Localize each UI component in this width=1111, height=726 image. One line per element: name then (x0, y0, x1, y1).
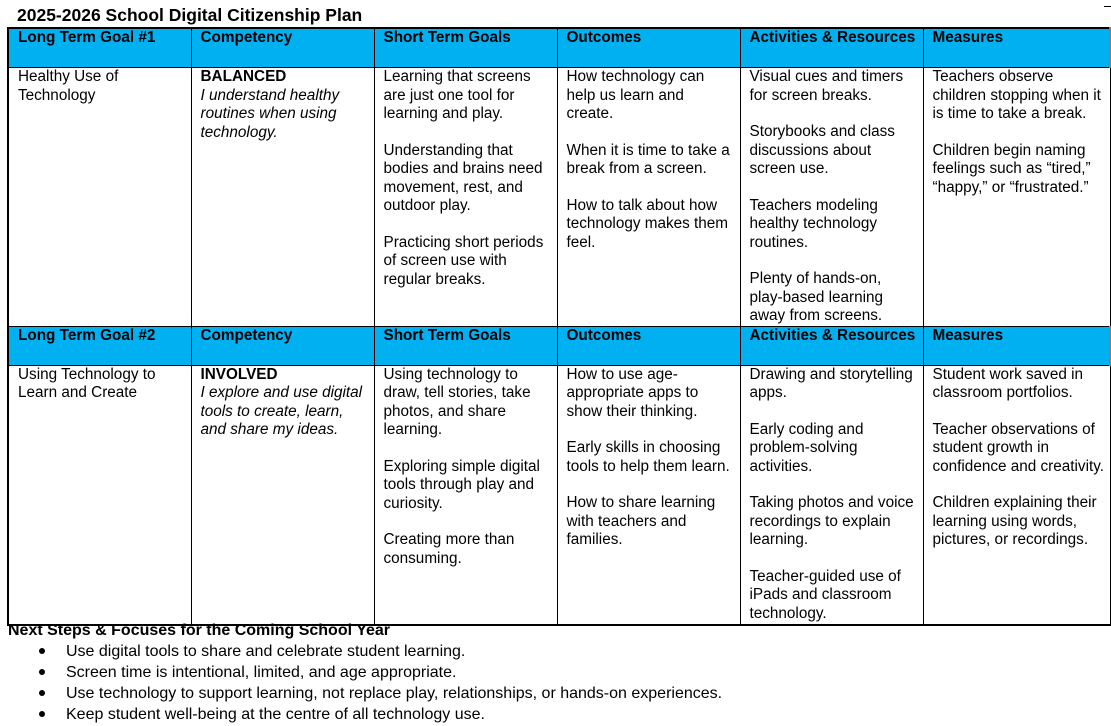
next-steps-list (8, 641, 1008, 725)
competency-name: BALANCED (200, 68, 287, 85)
header-activities-resources: Activities & Resources (740, 28, 923, 68)
digital-citizenship-plan-table (7, 27, 1111, 626)
next-steps-item-text: Screen time is intentional, limited, and age appropriate. (66, 664, 457, 681)
next-steps-section (8, 621, 1008, 725)
short-term-goal-item: Learning that screens are just one tool for learning and play. (383, 68, 531, 122)
activity-item: Drawing and storytelling apps. (749, 365, 913, 401)
header-outcomes: Outcomes (557, 28, 740, 68)
activity-item: Teachers modeling healthy technology routines. (749, 196, 878, 251)
header-long-term-goal: Long Term Goal #2 (8, 326, 191, 365)
outcomes-cell (557, 365, 740, 625)
short-term-goals-cell (374, 68, 557, 327)
measures-cell (923, 365, 1111, 625)
outcome-item: How to talk about how technology makes them feel. (566, 196, 729, 251)
outcomes-cell (557, 68, 740, 327)
bullet-icon (39, 711, 45, 717)
header-activities-resources: Activities & Resources (740, 326, 923, 365)
header-short-term-goals: Short Term Goals (374, 28, 557, 68)
activities-resources-cell (740, 68, 923, 327)
header-outcomes: Outcomes (557, 326, 740, 365)
goal-2-header-row (8, 326, 1111, 365)
bullet-icon (39, 648, 45, 654)
outcome-item: How to share learning with teachers and families. (566, 494, 716, 548)
activity-item: Early coding and problem-solving activities. (749, 420, 864, 475)
activity-item: Storybooks and class discussions about screen use. (749, 123, 895, 177)
next-steps-item-text: Use technology to support learning, not replace play, relationships, or hands-on experiences. (66, 685, 723, 702)
short-term-goal-item: Creating more than consuming. (383, 531, 515, 567)
measure-item: Children begin naming feelings such as “tired,” “happy,” or “frustrated.” (932, 141, 1091, 196)
measure-item: Teachers observe children stopping when it is time to take a break. (932, 68, 1101, 122)
goal-1-content-row (8, 68, 1111, 327)
document-title: 2025-2026 School Digital Citizenship Plan (17, 5, 363, 25)
competency-cell (191, 365, 374, 625)
next-steps-item (8, 704, 1008, 725)
next-steps-item-text: Use digital tools to share and celebrate student learning. (66, 643, 466, 660)
bullet-icon (39, 669, 45, 675)
long-term-goal-text: Healthy Use of Technology (18, 68, 119, 104)
header-short-term-goals: Short Term Goals (374, 326, 557, 365)
goal-2-content-row (8, 365, 1111, 625)
outcome-item: How to use age-appropriate apps to show their thinking. (566, 365, 699, 420)
next-steps-item (8, 683, 1008, 704)
next-steps-heading: Next Steps & Focuses for the Coming School Year (8, 622, 391, 639)
long-term-goal-cell (8, 365, 191, 625)
measures-cell (923, 68, 1111, 327)
outcome-item: When it is time to take a break from a screen. (566, 141, 730, 177)
competency-description: I explore and use digital tools to create, learn, and share my ideas. (200, 384, 363, 438)
short-term-goal-item: Using technology to draw, tell stories, take photos, and share learning. (383, 365, 531, 438)
measure-item: Student work saved in classroom portfolios. (932, 365, 1084, 401)
long-term-goal-text: Using Technology to Learn and Create (18, 365, 156, 401)
header-competency: Competency (191, 326, 374, 365)
next-steps-item-text: Keep student well-being at the centre of all technology use. (66, 706, 485, 723)
page-edge-mark (1104, 6, 1111, 7)
long-term-goal-cell (8, 68, 191, 327)
short-term-goal-item: Exploring simple digital tools through play and curiosity. (383, 457, 540, 512)
outcome-item: How technology can help us learn and create. (566, 68, 705, 122)
activity-item: Teacher-guided use of iPads and classroom technology. (749, 567, 901, 622)
header-measures: Measures (923, 326, 1111, 365)
goal-1-header-row (8, 28, 1111, 68)
measure-item: Teacher observations of student growth in confidence and creativity. (932, 420, 1104, 475)
next-steps-item (8, 662, 1008, 683)
measure-item: Children explaining their learning using words, pictures, or recordings. (932, 494, 1097, 548)
short-term-goals-cell (374, 365, 557, 625)
activity-item: Visual cues and timers for screen breaks. (749, 68, 904, 104)
next-steps-item (8, 641, 1008, 662)
activities-resources-cell (740, 365, 923, 625)
outcome-item: Early skills in choosing tools to help them learn. (566, 439, 730, 475)
activity-item: Plenty of hands-on, play-based learning away from screens. (749, 270, 884, 324)
header-long-term-goal: Long Term Goal #1 (8, 28, 191, 68)
activity-item: Taking photos and voice recordings to explain learning. (749, 494, 914, 548)
competency-cell (191, 68, 374, 327)
competency-name: INVOLVED (200, 365, 278, 383)
header-measures: Measures (923, 28, 1111, 68)
competency-description: I understand healthy routines when using technology. (200, 86, 340, 141)
short-term-goal-item: Practicing short periods of screen use with regular breaks. (383, 233, 544, 288)
short-term-goal-item: Understanding that bodies and brains need movement, rest, and outdoor play. (383, 141, 543, 214)
header-competency: Competency (191, 28, 374, 68)
bullet-icon (39, 690, 45, 696)
